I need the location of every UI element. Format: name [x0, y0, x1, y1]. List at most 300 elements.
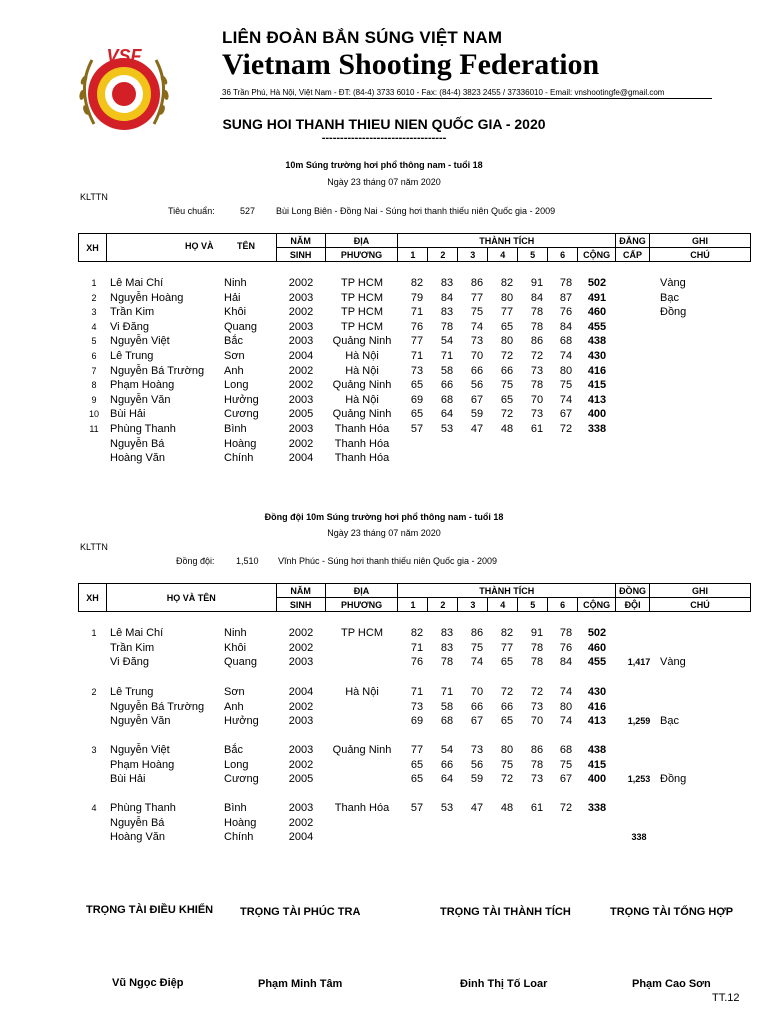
member-last-name: Vi Đăng — [110, 656, 149, 669]
team-hdr-year-2: SINH — [276, 598, 325, 612]
member-series-3: 56 — [470, 758, 484, 771]
series-5-cell: 61 — [530, 423, 544, 435]
team-standard-label: Đồng đội: — [176, 556, 215, 566]
series-6-cell: 87 — [559, 291, 573, 304]
team-note-cell: Vàng — [660, 656, 686, 669]
team-total-cell: 1,253 — [627, 774, 651, 785]
member-total: 502 — [587, 627, 607, 639]
hdr-note-1: GHI — [650, 234, 751, 248]
member-first-name: Hưởng — [224, 715, 259, 728]
member-series-6: 68 — [559, 744, 573, 756]
series-6-cell: 78 — [559, 277, 573, 289]
series-5-cell: 73 — [530, 364, 544, 377]
total-cell: 430 — [587, 350, 607, 362]
first-name-cell: Anh — [224, 364, 244, 377]
member-series-4: 72 — [500, 686, 514, 698]
member-series-2: 66 — [440, 758, 454, 771]
series-5-cell: 72 — [530, 350, 544, 362]
team-hdr-s1: 1 — [398, 598, 428, 612]
first-name-cell: Khôi — [224, 306, 247, 319]
team-standard-value: 1,510 — [236, 556, 259, 566]
province-cell: TP HCM — [341, 320, 383, 333]
team-hdr-place-2: PHƯƠNG — [325, 598, 398, 612]
series-3-cell: 56 — [470, 379, 484, 392]
member-series-5: 61 — [530, 802, 544, 814]
series-5-cell: 78 — [530, 306, 544, 319]
series-6-cell: 74 — [559, 350, 573, 362]
member-series-3: 59 — [470, 773, 484, 786]
first-name-cell: Hải — [224, 291, 241, 304]
series-1-cell: 65 — [410, 408, 424, 421]
hdr-s1: 1 — [398, 248, 428, 262]
federation-name-en: Vietnam Shooting Federation — [222, 48, 600, 81]
province-cell: Thanh Hóa — [334, 423, 390, 435]
member-series-3: 70 — [470, 686, 484, 698]
series-2-cell: 64 — [440, 408, 454, 421]
last-name-cell: Lê Trung — [110, 350, 154, 362]
rank-cell: 8 — [91, 380, 97, 391]
member-series-3: 73 — [470, 744, 484, 756]
member-last-name: Lê Mai Chí — [110, 627, 164, 639]
team-province-cell: TP HCM — [341, 627, 383, 639]
member-series-5: 73 — [530, 773, 544, 786]
series-4-cell: 72 — [500, 350, 514, 362]
hdr-name — [106, 234, 276, 262]
province-cell: Thanh Hóa — [334, 452, 390, 465]
member-series-5: 78 — [530, 641, 544, 654]
team-standard-ref: Vĩnh Phúc - Súng hơi thanh thiếu niên Quốc gia - 2009 — [278, 556, 498, 566]
signature-name-1: Vũ Ngọc Điệp — [112, 977, 184, 989]
member-birth-year: 2002 — [288, 627, 314, 639]
series-5-cell: 91 — [530, 277, 544, 289]
member-total: 460 — [587, 641, 607, 654]
last-name-cell: Bùi Hải — [110, 408, 146, 421]
member-series-5: 73 — [530, 700, 544, 713]
series-5-cell: 84 — [530, 291, 544, 304]
team-total-cell: 338 — [631, 832, 647, 843]
series-3-cell: 70 — [470, 350, 484, 362]
member-series-2: 58 — [440, 700, 454, 713]
team-hdr-s6: 6 — [548, 598, 578, 612]
last-name-cell: Vi Đăng — [110, 320, 149, 333]
member-birth-year: 2003 — [288, 656, 314, 669]
member-series-5: 72 — [530, 686, 544, 698]
header-rule — [220, 98, 712, 99]
series-4-cell: 72 — [500, 408, 514, 421]
series-6-cell: 75 — [559, 379, 573, 392]
team-hdr-s2: 2 — [428, 598, 458, 612]
member-first-name: Quang — [224, 656, 258, 669]
member-birth-year: 2002 — [288, 641, 314, 654]
birth-year-cell: 2003 — [288, 393, 314, 406]
series-5-cell: 78 — [530, 320, 544, 333]
member-series-3: 67 — [470, 715, 484, 728]
member-last-name: Nguyễn Văn — [110, 715, 171, 728]
first-name-cell: Bắc — [224, 335, 243, 348]
signature-name-3: Đinh Thị Tố Loar — [460, 978, 548, 990]
rank-cell: 9 — [91, 394, 97, 405]
member-total: 338 — [587, 802, 607, 814]
hdr-s2: 2 — [428, 248, 458, 262]
member-series-4: 80 — [500, 744, 514, 756]
member-series-1: 71 — [410, 641, 424, 654]
series-4-cell: 80 — [500, 291, 514, 304]
member-series-1: 65 — [410, 758, 424, 771]
team-note-cell: Bạc — [660, 715, 679, 728]
member-series-2: 71 — [440, 686, 454, 698]
series-2-cell: 84 — [440, 291, 454, 304]
birth-year-cell: 2002 — [288, 364, 314, 377]
birth-year-cell: 2002 — [288, 306, 314, 319]
series-4-cell: 66 — [500, 364, 514, 377]
member-last-name: Nguyễn Bá Trường — [110, 700, 205, 713]
member-series-3: 75 — [470, 641, 484, 654]
series-1-cell: 69 — [410, 393, 424, 406]
series-3-cell: 67 — [470, 393, 484, 406]
series-5-cell: 70 — [530, 393, 544, 406]
hdr-total: CỘNG — [578, 248, 616, 262]
hdr-rank: XH — [79, 234, 107, 262]
rank-cell: 2 — [91, 292, 97, 303]
series-1-cell: 57 — [410, 423, 424, 435]
member-first-name: Long — [224, 758, 249, 771]
province-cell: Hà Nội — [345, 350, 379, 362]
member-series-2: 53 — [440, 802, 454, 814]
member-total: 455 — [587, 656, 607, 669]
member-first-name: Sơn — [224, 686, 245, 698]
first-name-cell: Bình — [224, 423, 247, 435]
member-series-2: 83 — [440, 627, 454, 639]
member-series-5: 91 — [530, 627, 544, 639]
member-last-name: Nguyễn Việt — [110, 744, 170, 756]
last-name-cell: Phạm Hoàng — [110, 379, 175, 392]
birth-year-cell: 2002 — [288, 277, 314, 289]
member-series-2: 68 — [440, 715, 454, 728]
series-6-cell: 84 — [559, 320, 573, 333]
team-province-cell: Quảng Ninh — [332, 744, 392, 756]
member-last-name: Hoàng Văn — [110, 831, 166, 844]
last-name-cell: Phùng Thanh — [110, 423, 176, 435]
member-series-6: 67 — [559, 773, 573, 786]
province-cell: TP HCM — [341, 277, 383, 289]
hdr-grade-2: CẤP — [616, 248, 650, 262]
province-cell: TP HCM — [341, 306, 383, 319]
member-first-name: Cương — [224, 773, 259, 786]
first-name-cell: Long — [224, 379, 249, 392]
hdr-grade-1: ĐẲNG — [616, 234, 650, 248]
member-series-6: 76 — [559, 641, 573, 654]
series-4-cell: 77 — [500, 306, 514, 319]
team-province-cell: Thanh Hóa — [334, 802, 390, 814]
team-rank-cell: 4 — [91, 803, 97, 813]
birth-year-cell: 2004 — [288, 350, 314, 362]
birth-year-cell: 2003 — [288, 335, 314, 348]
member-total: 416 — [587, 700, 607, 713]
member-series-6: 78 — [559, 627, 573, 639]
team-province-cell: Hà Nội — [345, 686, 379, 698]
team-hdr-results: THÀNH TÍCH — [398, 584, 616, 598]
series-4-cell: 48 — [500, 423, 514, 435]
member-series-4: 72 — [500, 773, 514, 786]
series-3-cell: 66 — [470, 364, 484, 377]
individual-event-title: 10m Súng trường hơi phổ thông nam - tuổi 18 — [285, 160, 483, 170]
individual-standard-ref: Bùi Long Biên - Đồng Nai - Súng hơi thanh thiếu niên Quốc gia - 2009 — [276, 206, 556, 216]
member-series-4: 65 — [500, 656, 514, 669]
title-underline: ---------------------------------- — [321, 132, 447, 144]
team-hdr-year-1: NĂM — [276, 584, 325, 598]
member-birth-year: 2002 — [288, 700, 314, 713]
series-4-cell: 82 — [500, 277, 514, 289]
total-cell: 460 — [587, 306, 607, 319]
series-2-cell: 68 — [440, 393, 454, 406]
series-4-cell: 80 — [500, 335, 514, 348]
series-3-cell: 86 — [470, 277, 484, 289]
member-series-6: 75 — [559, 758, 573, 771]
hdr-note-2: CHÚ — [650, 248, 751, 262]
individual-category: KLTTN — [80, 192, 108, 202]
team-hdr-s3: 3 — [458, 598, 488, 612]
member-birth-year: 2002 — [288, 758, 314, 771]
rank-cell: 7 — [91, 365, 97, 376]
series-3-cell: 77 — [470, 291, 484, 304]
signature-role-2: TRỌNG TÀI PHÚC TRA — [240, 906, 361, 918]
team-event-title: Đồng đội 10m Súng trường hơi phổ thông nam - tuổi 18 — [264, 512, 504, 522]
series-5-cell: 86 — [530, 335, 544, 348]
total-cell: 455 — [587, 320, 607, 333]
series-6-cell: 67 — [559, 408, 573, 421]
last-name-cell: Nguyễn Văn — [110, 393, 171, 406]
first-name-cell: Quang — [224, 320, 258, 333]
member-series-2: 83 — [440, 641, 454, 654]
member-total: 415 — [587, 758, 607, 771]
series-2-cell: 66 — [440, 379, 454, 392]
series-2-cell: 83 — [440, 306, 454, 319]
member-series-5: 86 — [530, 744, 544, 756]
series-2-cell: 71 — [440, 350, 454, 362]
member-birth-year: 2005 — [288, 773, 314, 786]
hdr-s6: 6 — [548, 248, 578, 262]
competition-title: SUNG HOI THANH THIEU NIEN QUỐC GIA - 2020 — [222, 116, 546, 132]
page-number: TT.12 — [712, 992, 740, 1004]
rank-cell: 5 — [91, 336, 97, 347]
member-series-4: 48 — [500, 802, 514, 814]
member-first-name: Anh — [224, 700, 244, 713]
team-hdr-place-1: ĐỊA — [325, 584, 398, 598]
series-3-cell: 59 — [470, 408, 484, 421]
signature-role-4: TRỌNG TÀI TỔNG HỢP — [610, 906, 734, 918]
team-hdr-s5: 5 — [518, 598, 548, 612]
series-5-cell: 78 — [530, 379, 544, 392]
total-cell: 400 — [587, 408, 607, 421]
member-series-5: 70 — [530, 715, 544, 728]
last-name-cell: Hoàng Văn — [110, 452, 166, 465]
member-series-1: 76 — [410, 656, 424, 669]
signature-name-2: Phạm Minh Tâm — [258, 978, 343, 990]
member-first-name: Chính — [224, 831, 254, 844]
member-series-5: 78 — [530, 656, 544, 669]
team-hdr-team-2: ĐỘI — [616, 598, 650, 612]
birth-year-cell: 2005 — [288, 408, 314, 421]
rank-cell: 3 — [91, 307, 97, 318]
member-first-name: Bắc — [224, 744, 243, 756]
member-series-2: 78 — [440, 656, 454, 669]
member-first-name: Khôi — [224, 641, 247, 654]
hdr-place-2: PHƯƠNG — [325, 248, 398, 262]
federation-address: 36 Trần Phú, Hà Nội, Việt Nam - ĐT: (84-4) 3733 6010 - Fax: (84-4) 3823 2455 / 37336010 - Email: vnshootingfe@gmail.com — [222, 88, 665, 97]
series-6-cell: 76 — [559, 306, 573, 319]
team-hdr-team-1: ĐỒNG — [616, 584, 650, 598]
member-last-name: Nguyễn Bá — [110, 816, 165, 829]
series-3-cell: 75 — [470, 306, 484, 319]
member-first-name: Ninh — [224, 627, 247, 639]
series-2-cell: 83 — [440, 277, 454, 289]
series-1-cell: 73 — [410, 364, 424, 377]
birth-year-cell: 2002 — [288, 437, 314, 450]
signature-name-4: Phạm Cao Sơn — [632, 978, 711, 990]
member-total: 438 — [587, 744, 607, 756]
team-hdr-note-2: CHÚ — [650, 598, 751, 612]
member-last-name: Phạm Hoàng — [110, 758, 175, 771]
member-first-name: Hoàng — [224, 816, 257, 829]
first-name-cell: Sơn — [224, 350, 245, 362]
rank-cell: 10 — [88, 409, 99, 420]
team-hdr-total: CỘNG — [578, 598, 616, 612]
team-total-cell: 1,417 — [627, 657, 651, 668]
member-series-4: 82 — [500, 627, 514, 639]
hdr-name-last: HỌ VÀ — [184, 241, 214, 251]
individual-event-date: Ngày 23 tháng 07 năm 2020 — [327, 177, 441, 187]
note-cell: Bạc — [660, 291, 679, 304]
total-cell: 502 — [587, 277, 607, 289]
series-4-cell: 75 — [500, 379, 514, 392]
province-cell: Quảng Ninh — [332, 335, 392, 348]
series-6-cell: 80 — [559, 364, 573, 377]
team-table-header — [78, 583, 751, 612]
team-hdr-note-1: GHI — [650, 584, 751, 598]
first-name-cell: Ninh — [224, 277, 247, 289]
hdr-name-first: TÊN — [236, 241, 255, 251]
birth-year-cell: 2003 — [288, 320, 314, 333]
member-first-name: Bình — [224, 802, 247, 814]
signature-role-3: TRỌNG TÀI THÀNH TÍCH — [440, 906, 571, 918]
hdr-results: THÀNH TÍCH — [398, 234, 616, 248]
team-rank-cell: 2 — [91, 687, 97, 697]
province-cell: Quảng Ninh — [332, 408, 392, 421]
team-total-cell: 1,259 — [627, 716, 651, 727]
series-3-cell: 74 — [470, 320, 484, 333]
member-series-1: 69 — [410, 715, 424, 728]
series-3-cell: 73 — [470, 335, 484, 348]
series-4-cell: 65 — [500, 320, 514, 333]
member-series-3: 86 — [470, 627, 484, 639]
hdr-s3: 3 — [458, 248, 488, 262]
series-4-cell: 65 — [500, 393, 514, 406]
member-birth-year: 2003 — [288, 744, 314, 756]
province-cell: TP HCM — [341, 291, 383, 304]
member-series-5: 78 — [530, 758, 544, 771]
member-series-6: 84 — [559, 656, 573, 669]
team-rank-cell: 3 — [91, 745, 97, 755]
member-total: 413 — [587, 715, 607, 728]
last-name-cell: Trần Kim — [110, 306, 155, 319]
member-series-2: 64 — [440, 773, 454, 786]
member-series-3: 74 — [470, 656, 484, 669]
province-cell: Thanh Hóa — [334, 437, 390, 450]
birth-year-cell: 2003 — [288, 291, 314, 304]
series-2-cell: 58 — [440, 364, 454, 377]
federation-name-vn: LIÊN ĐOÀN BẮN SÚNG VIỆT NAM — [222, 28, 503, 47]
team-hdr-rank: XH — [79, 584, 107, 612]
hdr-place-1: ĐỊA — [325, 234, 398, 248]
series-1-cell: 65 — [410, 379, 424, 392]
member-series-4: 75 — [500, 758, 514, 771]
member-series-1: 65 — [410, 773, 424, 786]
team-event-date: Ngày 23 tháng 07 năm 2020 — [327, 528, 441, 538]
first-name-cell: Hoàng — [224, 437, 257, 450]
member-series-4: 65 — [500, 715, 514, 728]
total-cell: 338 — [587, 423, 607, 435]
hdr-s4: 4 — [488, 248, 518, 262]
logo-text: VSF — [106, 46, 142, 66]
rank-cell: 1 — [91, 278, 97, 288]
rank-cell: 4 — [91, 321, 97, 332]
rank-cell: 11 — [89, 424, 99, 434]
member-series-6: 74 — [559, 686, 573, 698]
member-birth-year: 2004 — [288, 686, 314, 698]
series-6-cell: 68 — [559, 335, 573, 348]
member-series-6: 74 — [559, 715, 573, 728]
member-series-1: 82 — [410, 627, 424, 639]
member-last-name: Trần Kim — [110, 641, 155, 654]
last-name-cell: Nguyễn Bá Trường — [110, 364, 205, 377]
member-total: 400 — [587, 773, 607, 786]
individual-table-header — [78, 233, 751, 262]
series-3-cell: 47 — [470, 423, 484, 435]
member-series-6: 72 — [559, 802, 573, 814]
series-1-cell: 77 — [410, 335, 424, 348]
birth-year-cell: 2003 — [288, 423, 314, 435]
series-6-cell: 74 — [559, 393, 573, 406]
team-hdr-name: HỌ VÀ TÊN — [106, 584, 276, 612]
member-birth-year: 2003 — [288, 715, 314, 728]
last-name-cell: Nguyễn Việt — [110, 335, 170, 348]
hdr-year-1: NĂM — [276, 234, 325, 248]
series-1-cell: 71 — [410, 306, 424, 319]
series-1-cell: 79 — [410, 291, 424, 304]
province-cell: Quảng Ninh — [332, 379, 392, 392]
member-last-name: Phùng Thanh — [110, 802, 176, 814]
last-name-cell: Lê Mai Chí — [110, 277, 164, 289]
hdr-s5: 5 — [518, 248, 548, 262]
member-last-name: Lê Trung — [110, 686, 154, 698]
series-2-cell: 54 — [440, 335, 454, 348]
member-total: 430 — [587, 686, 607, 698]
member-series-6: 80 — [559, 700, 573, 713]
province-cell: Hà Nội — [345, 393, 379, 406]
first-name-cell: Chính — [224, 452, 254, 465]
member-birth-year: 2004 — [288, 831, 314, 844]
note-cell: Đồng — [660, 306, 687, 319]
series-1-cell: 82 — [410, 277, 424, 289]
hdr-year-2: SINH — [276, 248, 325, 262]
member-series-1: 77 — [410, 744, 424, 756]
rank-cell: 6 — [91, 351, 97, 361]
individual-standard-label: Tiêu chuẩn: — [168, 206, 215, 216]
first-name-cell: Hưởng — [224, 393, 259, 406]
total-cell: 491 — [587, 291, 607, 304]
last-name-cell: Nguyễn Hoàng — [110, 291, 184, 304]
province-cell: Hà Nội — [345, 364, 379, 377]
